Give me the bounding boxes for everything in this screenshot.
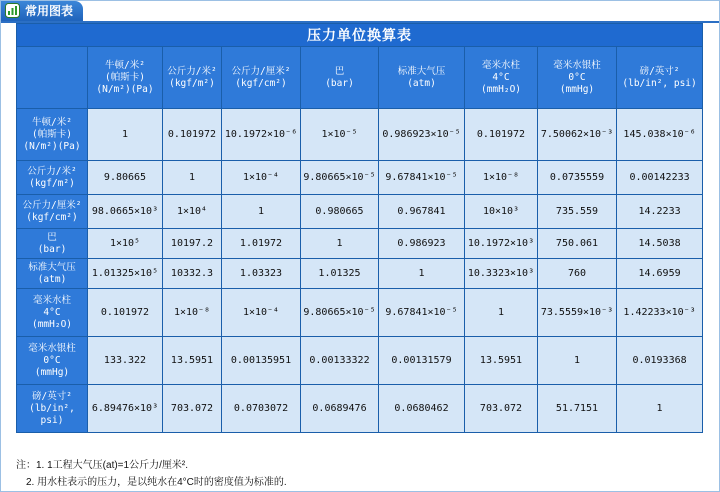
row-header: 巴 (bar) bbox=[17, 229, 88, 259]
table-cell: 9.80665×10⁻⁵ bbox=[301, 161, 379, 195]
table-cell: 10197.2 bbox=[163, 229, 222, 259]
footnotes bbox=[16, 457, 287, 491]
table-cell: 0.0703072 bbox=[222, 385, 301, 433]
table-cell: 1.42233×10⁻³ bbox=[617, 289, 703, 337]
table-cell: 133.322 bbox=[88, 337, 163, 385]
table-cell: 750.061 bbox=[538, 229, 617, 259]
table-cell: 13.5951 bbox=[465, 337, 538, 385]
table-cell: 1×10⁴ bbox=[163, 195, 222, 229]
table-cell: 1 bbox=[538, 337, 617, 385]
corner-cell bbox=[17, 47, 88, 109]
table-cell: 0.980665 bbox=[301, 195, 379, 229]
table-cell: 1×10⁵ bbox=[88, 229, 163, 259]
tab-label: 常用图表 bbox=[25, 4, 74, 18]
table-cell: 0.967841 bbox=[379, 195, 465, 229]
column-header: 磅/英寸² (lb/in², psi) bbox=[617, 47, 703, 109]
table-cell: 7.50062×10⁻³ bbox=[538, 109, 617, 161]
table-cell: 10.1972×10⁻⁶ bbox=[222, 109, 301, 161]
table-cell: 0.986923×10⁻⁵ bbox=[379, 109, 465, 161]
table-cell: 145.038×10⁻⁶ bbox=[617, 109, 703, 161]
pressure-conversion-table bbox=[16, 23, 703, 433]
table-cell: 9.80665×10⁻⁵ bbox=[301, 289, 379, 337]
table-row bbox=[17, 385, 703, 433]
column-header: 毫米水银柱 0°C (mmHg) bbox=[538, 47, 617, 109]
row-header: 毫米水银柱 0°C (mmHg) bbox=[17, 337, 88, 385]
table-cell: 13.5951 bbox=[163, 337, 222, 385]
table-cell: 1×10⁻⁵ bbox=[301, 109, 379, 161]
table-cell: 703.072 bbox=[465, 385, 538, 433]
table-cell: 0.0193368 bbox=[617, 337, 703, 385]
table-cell: 735.559 bbox=[538, 195, 617, 229]
table-cell: 1 bbox=[88, 109, 163, 161]
table-cell: 9.67841×10⁻⁵ bbox=[379, 161, 465, 195]
table-cell: 760 bbox=[538, 259, 617, 289]
row-header: 标准大气压 (atm) bbox=[17, 259, 88, 289]
table-cell: 14.5038 bbox=[617, 229, 703, 259]
row-header: 毫米水柱 4°C (mmH₂O) bbox=[17, 289, 88, 337]
table-row bbox=[17, 289, 703, 337]
table-cell: 0.00131579 bbox=[379, 337, 465, 385]
table-cell: 1.01325 bbox=[301, 259, 379, 289]
table-cell: 0.986923 bbox=[379, 229, 465, 259]
table-cell: 1.01325×10⁵ bbox=[88, 259, 163, 289]
table-cell: 10×10³ bbox=[465, 195, 538, 229]
table-cell: 9.80665 bbox=[88, 161, 163, 195]
table-cell: 73.5559×10⁻³ bbox=[538, 289, 617, 337]
table-cell: 0.0680462 bbox=[379, 385, 465, 433]
table-cell: 14.2233 bbox=[617, 195, 703, 229]
table-cell: 1×10⁻⁴ bbox=[222, 289, 301, 337]
table-body bbox=[17, 109, 703, 433]
table-cell: 0.0735559 bbox=[538, 161, 617, 195]
table-cell: 98.0665×10³ bbox=[88, 195, 163, 229]
table-row bbox=[17, 195, 703, 229]
table-cell: 51.7151 bbox=[538, 385, 617, 433]
table-row bbox=[17, 229, 703, 259]
table-cell: 0.0689476 bbox=[301, 385, 379, 433]
table-cell: 1×10⁻⁸ bbox=[465, 161, 538, 195]
table-cell: 1.03323 bbox=[222, 259, 301, 289]
chart-icon bbox=[5, 3, 20, 18]
table-cell: 0.00133322 bbox=[301, 337, 379, 385]
table-cell: 0.101972 bbox=[88, 289, 163, 337]
table-cell: 9.67841×10⁻⁵ bbox=[379, 289, 465, 337]
table-cell: 703.072 bbox=[163, 385, 222, 433]
footnote-1: 注：1. 1工程大气压(at)=1公斤力/厘米². bbox=[16, 460, 188, 471]
table-row bbox=[17, 161, 703, 195]
table-cell: 0.101972 bbox=[163, 109, 222, 161]
conversion-table-wrap bbox=[16, 23, 702, 433]
table-cell: 1 bbox=[617, 385, 703, 433]
tab-bar bbox=[1, 1, 719, 23]
column-header: 标准大气压 (atm) bbox=[379, 47, 465, 109]
table-row bbox=[17, 259, 703, 289]
column-header: 巴 (bar) bbox=[301, 47, 379, 109]
footnote-2: 2. 用水柱表示的压力，是以纯水在4°C时的密度值为标准的. bbox=[26, 477, 287, 488]
table-cell: 6.89476×10³ bbox=[88, 385, 163, 433]
column-header: 牛顿/米² (帕斯卡) (N/m²)(Pa) bbox=[88, 47, 163, 109]
row-header: 公斤力/厘米² (kgf/cm²) bbox=[17, 195, 88, 229]
table-cell: 1×10⁻⁴ bbox=[222, 161, 301, 195]
row-header: 磅/英寸² (lb/in², psi) bbox=[17, 385, 88, 433]
table-cell: 1 bbox=[222, 195, 301, 229]
table-cell: 0.00142233 bbox=[617, 161, 703, 195]
table-row bbox=[17, 109, 703, 161]
table-cell: 10.1972×10³ bbox=[465, 229, 538, 259]
row-header: 牛顿/米² (帕斯卡) (N/m²)(Pa) bbox=[17, 109, 88, 161]
column-header: 公斤力/厘米² (kgf/cm²) bbox=[222, 47, 301, 109]
table-cell: 1 bbox=[163, 161, 222, 195]
table-cell: 0.101972 bbox=[465, 109, 538, 161]
table-cell: 1 bbox=[465, 289, 538, 337]
table-cell: 1 bbox=[301, 229, 379, 259]
table-cell: 1×10⁻⁸ bbox=[163, 289, 222, 337]
table-cell: 1.01972 bbox=[222, 229, 301, 259]
table-cell: 14.6959 bbox=[617, 259, 703, 289]
table-title: 压力单位换算表 bbox=[17, 24, 703, 47]
table-cell: 10332.3 bbox=[163, 259, 222, 289]
column-header: 毫米水柱 4°C (mmH₂O) bbox=[465, 47, 538, 109]
table-cell: 0.00135951 bbox=[222, 337, 301, 385]
tab-common-charts[interactable] bbox=[1, 1, 83, 21]
table-cell: 10.3323×10³ bbox=[465, 259, 538, 289]
table-row bbox=[17, 337, 703, 385]
row-header: 公斤力/米² (kgf/m²) bbox=[17, 161, 88, 195]
table-cell: 1 bbox=[379, 259, 465, 289]
column-header-row bbox=[17, 47, 703, 109]
column-header: 公斤力/米² (kgf/m²) bbox=[163, 47, 222, 109]
